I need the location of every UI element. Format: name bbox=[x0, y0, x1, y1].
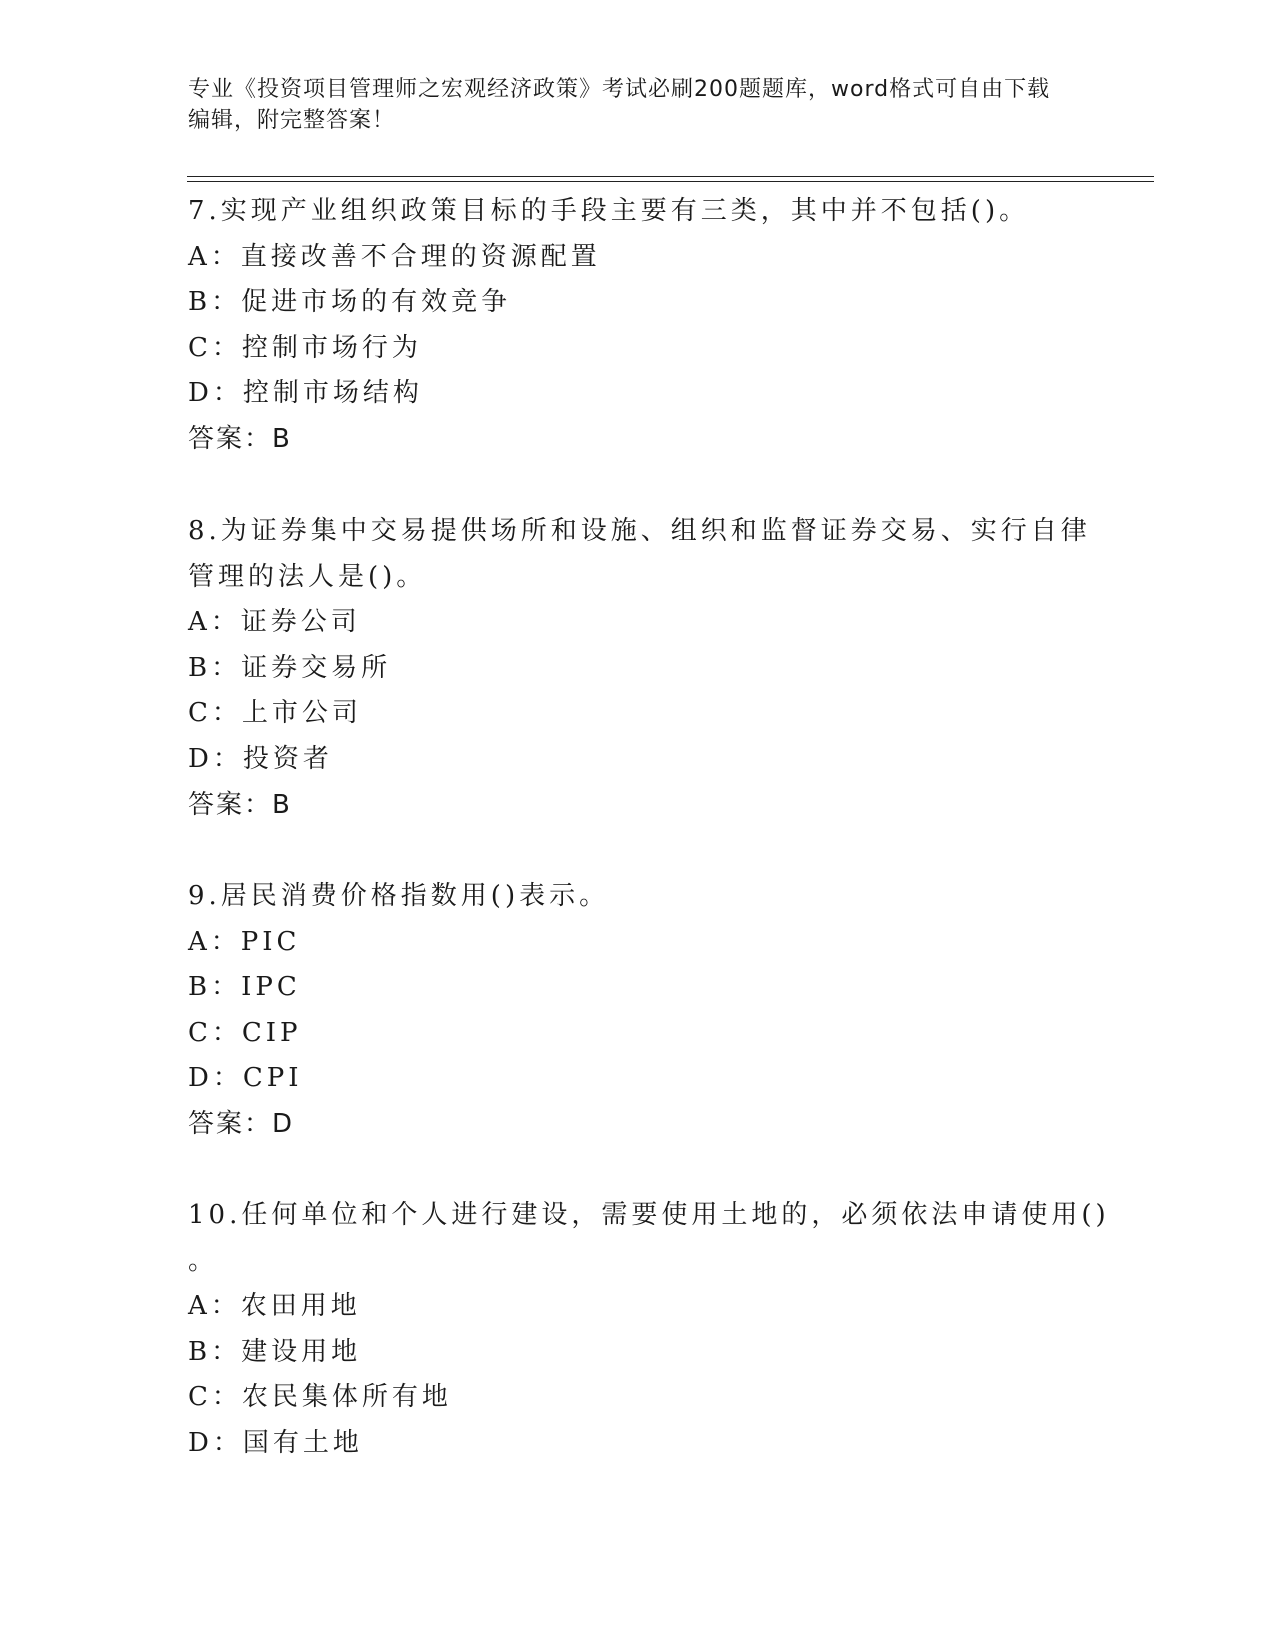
question-block-8 bbox=[188, 509, 1091, 828]
header-divider-bottom bbox=[187, 181, 1154, 182]
question-stem-continued: 。 bbox=[188, 1245, 219, 1276]
option-a: A：直接改善不合理的资源配置 bbox=[188, 241, 601, 272]
question-block-7 bbox=[188, 189, 1088, 463]
option-c: C：CIP bbox=[188, 1017, 302, 1048]
answer-label: 答案：B bbox=[188, 789, 292, 820]
option-c: C：农民集体所有地 bbox=[188, 1382, 452, 1413]
option-a: A：PIC bbox=[188, 926, 301, 957]
question-stem: 10.任何单位和个人进行建设，需要使用土地的，必须依法申请使用() bbox=[188, 1200, 1110, 1230]
option-b: B：证券交易所 bbox=[188, 652, 392, 683]
question-stem: 7.实现产业组织政策目标的手段主要有三类，其中并不包括()。 bbox=[188, 196, 1030, 226]
answer-label: 答案：D bbox=[188, 1108, 295, 1139]
option-d: D：国有土地 bbox=[188, 1427, 363, 1458]
option-c: C：控制市场行为 bbox=[188, 332, 422, 363]
option-c: C：上市公司 bbox=[188, 698, 362, 729]
answer-label: 答案：B bbox=[188, 423, 292, 454]
header-divider-top bbox=[187, 176, 1154, 177]
option-d: D：投资者 bbox=[188, 743, 333, 774]
option-b: B：促进市场的有效竞争 bbox=[188, 287, 512, 318]
question-block-10 bbox=[188, 1193, 1110, 1467]
option-d: D：控制市场结构 bbox=[188, 378, 423, 409]
option-a: A：证券公司 bbox=[188, 607, 361, 638]
question-block-9 bbox=[188, 874, 1088, 1148]
question-stem: 8.为证券集中交易提供场所和设施、组织和监督证券交易、实行自律 bbox=[188, 516, 1091, 546]
question-stem: 9.居民消费价格指数用()表示。 bbox=[188, 881, 610, 911]
question-stem-continued: 管理的法人是()。 bbox=[188, 561, 427, 592]
option-d: D：CPI bbox=[188, 1063, 303, 1094]
document-header: 专业《投资项目管理师之宏观经济政策》考试必刷200题题库，word格式可自由下载编辑，附完整答案！ bbox=[188, 77, 1051, 133]
option-a: A：农田用地 bbox=[188, 1291, 361, 1322]
option-b: B：IPC bbox=[188, 972, 301, 1003]
option-b: B：建设用地 bbox=[188, 1336, 362, 1367]
